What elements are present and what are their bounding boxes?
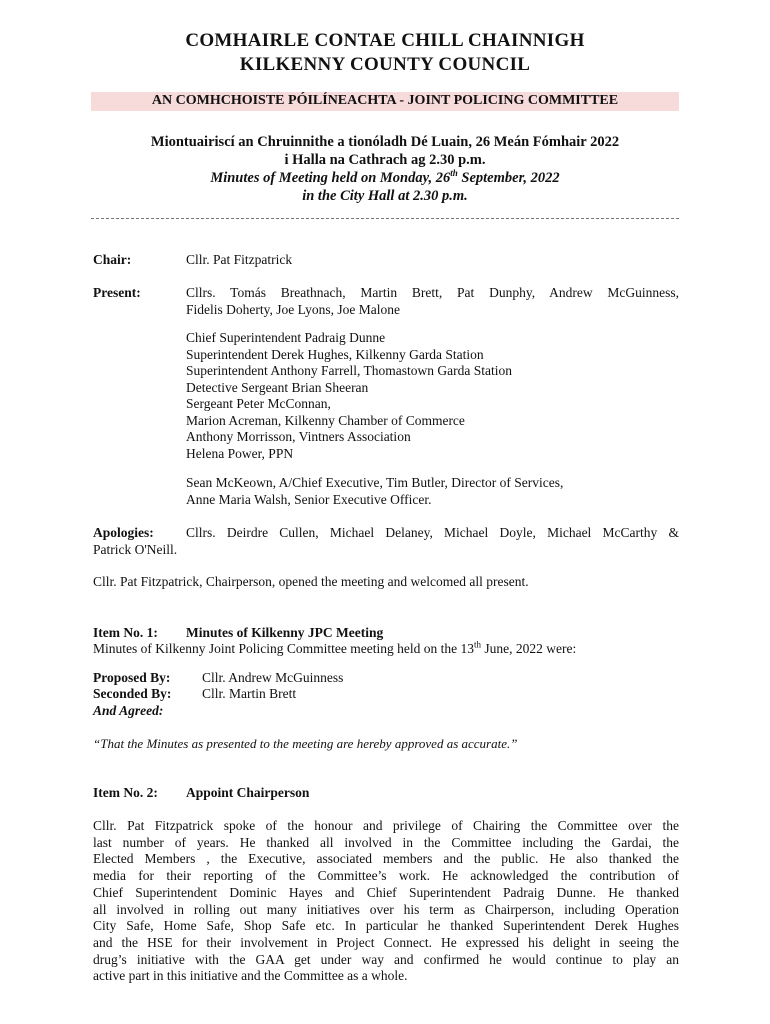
meeting-title-english-2: in the City Hall at 2.30 p.m.	[302, 188, 468, 204]
proposed-value: Cllr. Andrew McGuinness	[202, 670, 344, 685]
apologies-line-2: Patrick O'Neill.	[93, 542, 178, 557]
executive-line-1: Sean McKeown, A/Chief Executive, Tim Butler, Director of Services,	[186, 475, 564, 490]
item2-paragraph	[93, 818, 679, 985]
chair-label: Chair:	[93, 252, 132, 267]
present-line-1: Cllrs. Tomás Breathnach, Martin Brett, Pat Dunphy, Andrew McGuinness,	[186, 285, 679, 300]
official-item: Superintendent Derek Hughes, Kilkenny Garda Station	[186, 346, 484, 362]
seconded-value: Cllr. Martin Brett	[202, 686, 297, 701]
paragraph-line: drug’s initiative with the GAA get under way and confirmed he would continue to play an	[93, 951, 679, 967]
council-title-irish: COMHAIRLE CONTAE CHILL CHAINNIGH	[185, 30, 585, 51]
paragraph-line: Cllr. Pat Fitzpatrick spoke of the honour and privilege of Chairing the Committee over the	[93, 818, 679, 833]
paragraph-line: Chief Superintendent Dominic Hayes and Chief Superintendent Padraig Dunne. He thanked	[93, 884, 679, 900]
apologies-line-1: Cllrs. Deirdre Cullen, Michael Delaney, Michael Doyle, Michael McCarthy &	[186, 525, 679, 540]
paragraph-line: Elected Members , the Executive, associated members and the public. He also thanked the	[93, 851, 679, 867]
item2-number: Item No. 2:	[93, 785, 158, 800]
paragraph-line: and the HSE for their involvement in Project Connect. He expressed his delight in seeing the	[93, 934, 679, 950]
official-item: Chief Superintendent Padraig Dunne	[186, 330, 386, 345]
official-item: Sergeant Peter McConnan,	[186, 396, 331, 411]
item2-title: Appoint Chairperson	[186, 785, 310, 800]
item1-title: Minutes of Kilkenny JPC Meeting	[186, 625, 384, 640]
meeting-title-english-1: Minutes of Meeting held on Monday, 26th September, 2022	[210, 168, 560, 186]
chair-value: Cllr. Pat Fitzpatrick	[186, 252, 293, 267]
paragraph-line: all involved in rolling out many initiatives over his term as Chairperson, including Operation	[93, 901, 679, 917]
executive-line-2: Anne Maria Walsh, Senior Executive Officer.	[186, 492, 432, 507]
item1-number: Item No. 1:	[93, 625, 158, 640]
committee-title: AN COMHCHOISTE PÓILÍNEACHTA - JOINT POLICING COMMITTEE	[151, 93, 619, 108]
opening-statement: Cllr. Pat Fitzpatrick, Chairperson, opened the meeting and welcomed all present.	[93, 574, 529, 589]
present-label: Present:	[93, 285, 141, 300]
meeting-title-irish-1: Miontuairiscí an Chruinnithe a tionóladh Dé Luain, 26 Meán Fómhair 2022	[150, 134, 620, 150]
header-divider	[91, 218, 679, 219]
officials-list	[186, 330, 512, 462]
council-title-english: KILKENNY COUNTY COUNCIL	[239, 54, 531, 75]
official-item: Helena Power, PPN	[186, 445, 294, 461]
official-item: Superintendent Anthony Farrell, Thomastown Garda Station	[186, 363, 512, 378]
item1-resolution: “That the Minutes as presented to the meeting are hereby approved as accurate.”	[93, 736, 518, 751]
seconded-label: Seconded By:	[93, 686, 172, 701]
present-line-2: Fidelis Doherty, Joe Lyons, Joe Malone	[186, 302, 400, 317]
official-item: Anthony Morrisson, Vintners Association	[186, 429, 411, 444]
official-item: Marion Acreman, Kilkenny Chamber of Commerce	[186, 412, 465, 428]
meeting-title-irish-2: i Halla na Cathrach ag 2.30 p.m.	[284, 152, 486, 168]
official-item: Detective Sergeant Brian Sheeran	[186, 379, 369, 395]
agreed-label: And Agreed:	[93, 703, 164, 718]
paragraph-line: media for their reporting of the Committee’s work. He acknowledged the contribution of	[93, 868, 679, 884]
item1-text: Minutes of Kilkenny Joint Policing Committee meeting held on the 13th June, 2022 were:	[93, 639, 577, 656]
apologies-label: Apologies:	[93, 525, 154, 540]
paragraph-line: City Safe, Home Safe, Shop Safe etc. In particular he thanked Superintendent Derek Hughes	[93, 918, 679, 934]
proposed-label: Proposed By:	[93, 670, 171, 685]
paragraph-line: active part in this initiative and the Committee as a whole.	[93, 968, 408, 984]
paragraph-line: last number of years. He thanked all involved in the Committee including the Gardai, the	[93, 834, 679, 850]
